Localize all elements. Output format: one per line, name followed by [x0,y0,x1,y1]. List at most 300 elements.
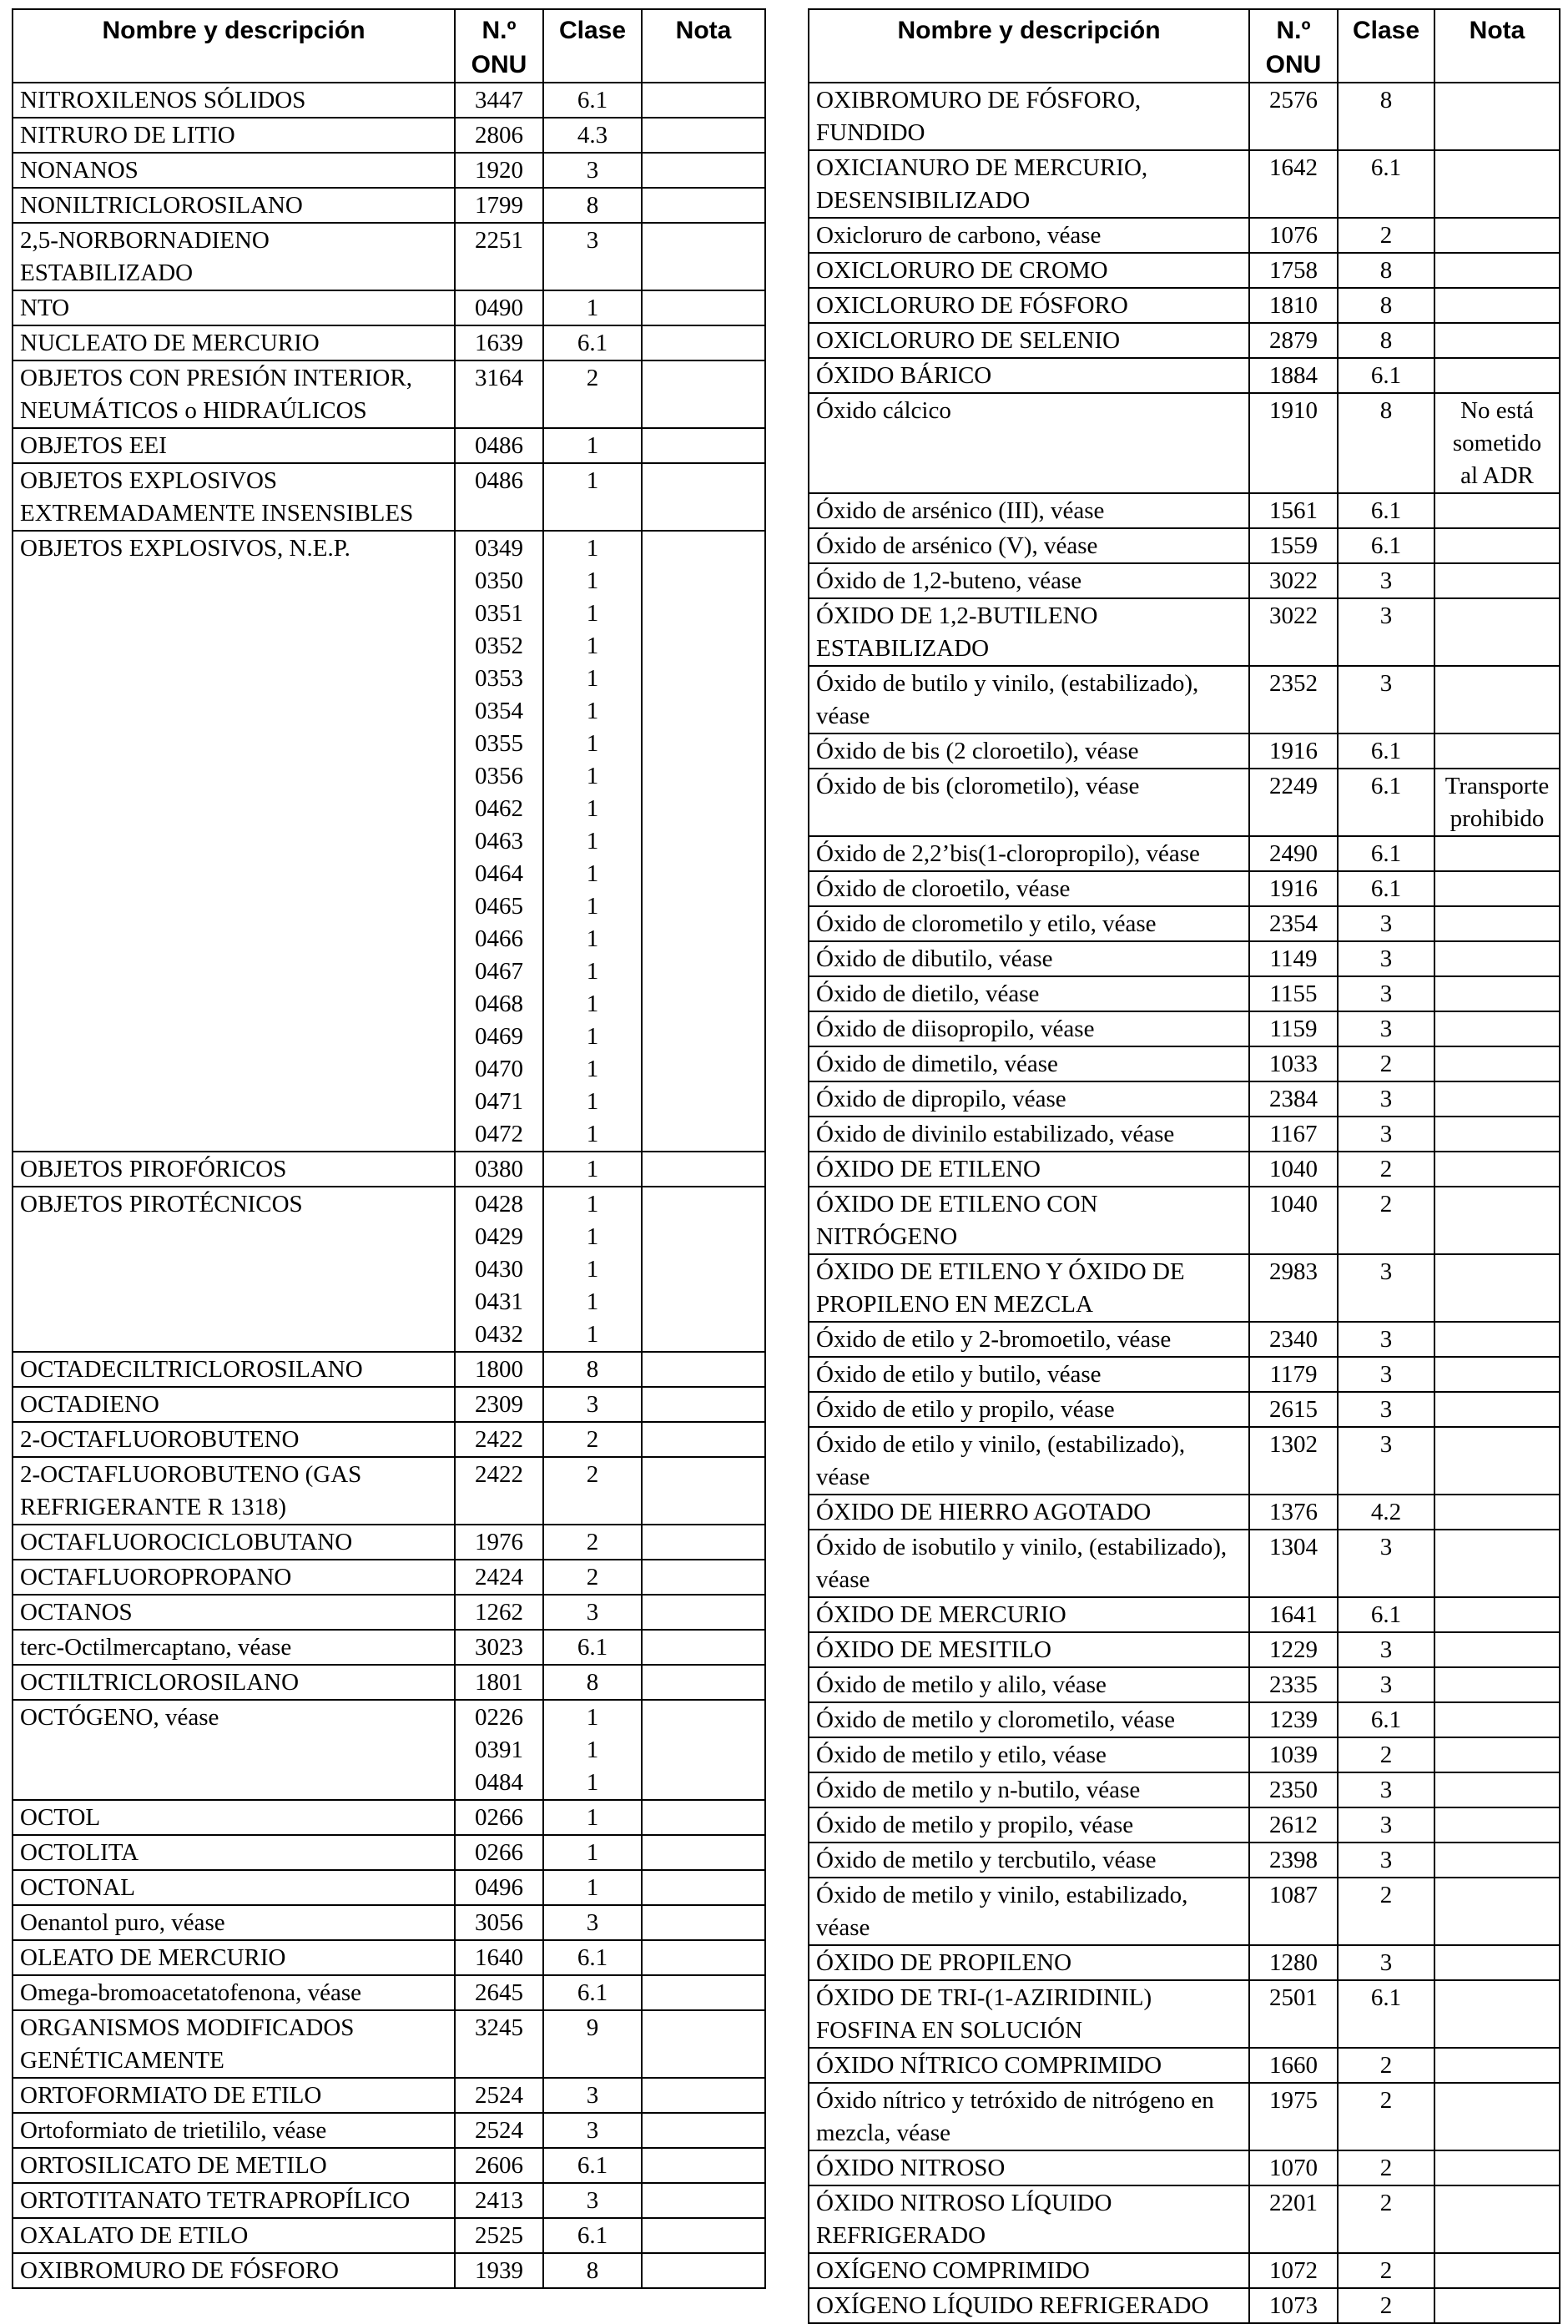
cell-clase [543,2148,642,2183]
clase-value: 3 [586,227,599,254]
cell-clase [1338,393,1434,493]
cell-name: ORTOSILICATO DE METILO [13,2148,455,2183]
clase-value: 8 [1379,397,1393,424]
cell-name: Óxido de divinilo estabilizado, véase [809,1117,1249,1152]
cell-name: ÓXIDO BÁRICO [809,358,1249,393]
clase-value: 1 [586,795,599,822]
table-row [809,733,1560,769]
cell-onu [1249,1702,1338,1737]
header-name: Nombre y descripción [809,9,1249,83]
onu-number: 1155 [1269,981,1318,1007]
cell-name: OCTANOS [13,1595,455,1630]
cell-name: OCTOLITA [13,1835,455,1870]
clase-value: 8 [586,1669,599,1696]
cell-clase [1338,1702,1434,1737]
onu-number: 1920 [475,157,523,184]
table-row [13,2010,765,2078]
clase-value: 1 [586,432,599,459]
cell-name: OXICLORURO DE SELENIO [809,323,1249,358]
cell-clase [1338,253,1434,288]
table-row [809,1878,1560,1945]
cell-nota [1434,1254,1560,1322]
table-row [13,188,765,223]
cell-clase [1338,1632,1434,1667]
cell-onu [1249,393,1338,493]
cell-clase [543,1975,642,2010]
cell-onu [455,1940,543,1975]
cell-name: OBJETOS PIROFÓRICOS [13,1152,455,1187]
table-row [13,2113,765,2148]
clase-value: 6.1 [577,2222,608,2249]
cell-nota [1434,1152,1560,1187]
onu-number: 1159 [1269,1016,1318,1042]
clase-value: 8 [586,1356,599,1383]
cell-nota [642,118,765,153]
onu-number: 2806 [475,122,523,149]
cell-onu [1249,1046,1338,1081]
cell-clase [543,463,642,531]
onu-number: 1801 [475,1669,523,1696]
clase-value: 3 [1379,1812,1393,1838]
clase-value: 3 [586,1391,599,1418]
cell-onu [1249,2185,1338,2253]
cell-name: OCTOL [13,1800,455,1835]
cell-nota [642,360,765,428]
cell-name: OBJETOS EXPLOSIVOS, N.E.P. [13,531,455,1152]
onu-number: 1660 [1269,2052,1318,2079]
cell-nota [642,2010,765,2078]
onu-number: 2354 [1269,910,1318,937]
table-row [13,1700,765,1800]
cell-nota [1434,1702,1560,1737]
cell-name: Óxido de metilo y propilo, véase [809,1807,1249,1843]
cell-clase [1338,1322,1434,1357]
table-row [809,1737,1560,1772]
onu-number: 1810 [1269,292,1318,319]
onu-number: 0352 [475,633,523,659]
cell-onu [455,1700,543,1800]
onu-number: 0355 [475,730,523,757]
onu-number: 1167 [1269,1121,1318,1147]
cell-onu [1249,1322,1338,1357]
onu-number: 1939 [475,2257,523,2284]
onu-number: 3023 [475,1634,523,1661]
onu-number: 2645 [475,1979,523,2006]
cell-onu [1249,1427,1338,1495]
cell-name: Óxido de 2,2’bis(1-cloropropilo), véase [809,836,1249,871]
clase-value: 2 [1379,2087,1393,2114]
header-clase: Clase [543,9,642,83]
cell-onu [1249,358,1338,393]
cell-onu [1249,83,1338,150]
onu-number: 0486 [475,432,523,459]
cell-clase [543,1525,642,1560]
clase-value: 1 [586,1288,599,1315]
onu-number: 0467 [475,958,523,985]
cell-name: Óxido de etilo y vinilo, (estabilizado), véase [809,1427,1249,1495]
cell-name: Óxido de arsénico (V), véase [809,528,1249,563]
cell-nota [1434,2083,1560,2150]
onu-number: 1073 [1269,2292,1318,2319]
onu-number: 2983 [1269,1258,1318,1285]
cell-clase [1338,666,1434,733]
onu-number: 0351 [475,600,523,627]
table-row [13,2148,765,2183]
cell-name: ÓXIDO NITROSO [809,2150,1249,2185]
cell-clase [1338,1807,1434,1843]
cell-onu [1249,1737,1338,1772]
cell-nota [1434,2150,1560,2185]
cell-clase [1338,1980,1434,2048]
table-row [13,1870,765,1905]
dangerous-goods-table-right [808,8,1560,2324]
onu-number: 2335 [1269,1671,1318,1698]
cell-clase [1338,1081,1434,1117]
cell-onu [455,188,543,223]
cell-onu [1249,528,1338,563]
table-row [809,393,1560,493]
table-row [809,1807,1560,1843]
clase-value: 2 [586,1564,599,1591]
table-row [809,1597,1560,1632]
cell-nota [1434,2048,1560,2083]
cell-name: ÓXIDO DE 1,2-BUTILENO ESTABILIZADO [809,598,1249,666]
cell-nota [1434,528,1560,563]
onu-number: 1087 [1269,1882,1318,1908]
cell-onu [1249,288,1338,323]
clase-value: 2 [1379,2052,1393,2079]
cell-clase [1338,836,1434,871]
cell-clase [543,118,642,153]
onu-number: 2606 [475,2152,523,2179]
table-row [13,1187,765,1352]
cell-nota [1434,1495,1560,1530]
cell-clase [1338,1772,1434,1807]
table-row [809,2185,1560,2253]
cell-clase [1338,598,1434,666]
cell-onu [455,1905,543,1940]
cell-onu [455,83,543,118]
cell-onu [1249,733,1338,769]
onu-number: 0431 [475,1288,523,1315]
cell-onu [1249,1667,1338,1702]
onu-number: 1916 [1269,738,1318,764]
table-row [13,118,765,153]
cell-onu [455,1665,543,1700]
cell-name: OBJETOS EEI [13,428,455,463]
cell-nota [1434,906,1560,941]
header-nota: Nota [642,9,765,83]
cell-nota [642,1187,765,1352]
clase-value: 1 [586,567,599,594]
cell-onu [1249,666,1338,733]
cell-name: OCTADECILTRICLOROSILANO [13,1352,455,1387]
table-row [13,1387,765,1422]
cell-onu [455,428,543,463]
cell-name: OCTAFLUOROCICLOBUTANO [13,1525,455,1560]
clase-value: 1 [586,1839,599,1866]
cell-name: Óxido de metilo y etilo, véase [809,1737,1249,1772]
onu-number: 0471 [475,1088,523,1115]
header-nota: Nota [1434,9,1560,83]
cell-clase [543,2253,642,2288]
cell-nota [1434,218,1560,253]
cell-clase [543,1560,642,1595]
cell-onu [1249,1980,1338,2048]
clase-value: 1 [586,763,599,789]
cell-name: Ortoformiato de trietililo, véase [13,2113,455,2148]
table-row [13,1800,765,1835]
cell-name: 2-OCTAFLUOROBUTENO [13,1422,455,1457]
onu-number: 1800 [475,1356,523,1383]
onu-number: 1070 [1269,2155,1318,2181]
onu-number: 2249 [1269,773,1318,799]
onu-number: 3164 [475,365,523,391]
cell-nota [1434,1667,1560,1702]
cell-nota [642,1352,765,1387]
cell-nota [1434,1530,1560,1597]
cell-onu [1249,598,1338,666]
cell-name: ÓXIDO DE HIERRO AGOTADO [809,1495,1249,1530]
onu-number: 1149 [1269,945,1318,972]
cell-nota [1434,1081,1560,1117]
cell-clase [1338,1843,1434,1878]
clase-value: 6.1 [577,1979,608,2006]
clase-value: 3 [1379,602,1393,629]
cell-onu [1249,906,1338,941]
cell-nota [1434,1878,1560,1945]
cell-clase [543,2113,642,2148]
cell-onu [1249,1081,1338,1117]
cell-onu [455,1525,543,1560]
clase-value: 1 [586,730,599,757]
clase-value: 1 [586,295,599,321]
cell-clase [543,325,642,360]
onu-number: 2615 [1269,1396,1318,1423]
onu-number: 2524 [475,2082,523,2109]
onu-number: 2340 [1269,1326,1318,1353]
cell-clase [543,531,642,1152]
table-row [13,1152,765,1187]
cell-clase [543,1422,642,1457]
table-row [809,563,1560,598]
cell-onu [1249,1945,1338,1980]
table-row [13,1940,765,1975]
cell-clase [543,1665,642,1700]
onu-number: 0465 [475,893,523,920]
cell-onu [455,118,543,153]
table-row [809,1254,1560,1322]
cell-nota [642,1595,765,1630]
clase-value: 1 [586,1223,599,1250]
onu-number: 2398 [1269,1847,1318,1873]
onu-number: 1758 [1269,257,1318,284]
onu-number: 1239 [1269,1706,1318,1733]
table-row [809,941,1560,976]
cell-name: ÓXIDO DE MESITILO [809,1632,1249,1667]
cell-name: 2-OCTAFLUOROBUTENO (GAS REFRIGERANTE R 1318) [13,1457,455,1525]
table-row [13,290,765,325]
cell-onu [1249,1357,1338,1392]
table-row [13,1457,765,1525]
table-row [13,360,765,428]
cell-nota [1434,1046,1560,1081]
header-clase: Clase [1338,9,1434,83]
onu-number: 0472 [475,1121,523,1147]
cell-nota [1434,2253,1560,2288]
cell-nota [1434,358,1560,393]
cell-nota [1434,836,1560,871]
cell-onu [455,1457,543,1525]
onu-number: 2251 [475,227,523,254]
clase-value: 3 [586,2082,599,2109]
clase-value: 3 [1379,981,1393,1007]
cell-nota [1434,1632,1560,1667]
cell-onu [1249,1117,1338,1152]
cell-clase [1338,1152,1434,1187]
cell-name: Óxido de cloroetilo, véase [809,871,1249,906]
cell-name: Oxicloruro de carbono, véase [809,218,1249,253]
onu-number: 1884 [1269,362,1318,389]
cell-name: ORTOFORMIATO DE ETILO [13,2078,455,2113]
cell-onu [1249,1772,1338,1807]
onu-number: 1975 [1269,2087,1318,2114]
onu-number: 1304 [1269,1534,1318,1560]
table-row [13,1905,765,1940]
onu-number: 0266 [475,1839,523,1866]
clase-value: 2 [586,1461,599,1488]
onu-number: 1799 [475,192,523,219]
cell-onu [1249,2253,1338,2288]
cell-onu [1249,1254,1338,1322]
header-name: Nombre y descripción [13,9,455,83]
clase-value: 3 [1379,1016,1393,1042]
table-row [13,1665,765,1700]
table-row [809,150,1560,218]
table-row [809,358,1560,393]
cell-onu [1249,1152,1338,1187]
cell-nota [1434,598,1560,666]
clase-value: 1 [586,665,599,692]
clase-value: 6.1 [1370,773,1402,799]
table-row [13,531,765,1152]
cell-onu [1249,1495,1338,1530]
cell-nota [1434,1187,1560,1254]
cell-clase [543,83,642,118]
header-onu: N.º ONU [1249,9,1338,83]
cell-name: Óxido de metilo y n-butilo, véase [809,1772,1249,1807]
header-onu: N.º ONU [455,9,543,83]
clase-value: 6.1 [577,87,608,113]
clase-value: 1 [586,1121,599,1147]
table-row [809,1187,1560,1254]
table-row [809,906,1560,941]
cell-nota [642,1905,765,1940]
cell-name: ORGANISMOS MODIFICADOS GENÉTICAMENTE [13,2010,455,2078]
cell-clase [1338,1737,1434,1772]
clase-value: 6.1 [1370,1706,1402,1733]
clase-value: 1 [586,991,599,1017]
table-row [809,1011,1560,1046]
onu-number: 2525 [475,2222,523,2249]
cell-name: Óxido de isobutilo y vinilo, (estabilizado), véase [809,1530,1249,1597]
cell-onu [455,1630,543,1665]
cell-clase [543,223,642,290]
cell-name: OXÍGENO COMPRIMIDO [809,2253,1249,2288]
clase-value: 3 [586,2187,599,2214]
cell-name: ÓXIDO NÍTRICO COMPRIMIDO [809,2048,1249,2083]
cell-onu [1249,1807,1338,1843]
cell-clase [543,1352,642,1387]
onu-number: 1639 [475,330,523,356]
table-row [13,223,765,290]
cell-onu [455,1560,543,1595]
clase-value: 2 [1379,2190,1393,2216]
cell-name: Óxido de clorometilo y etilo, véase [809,906,1249,941]
clase-value: 1 [586,1256,599,1283]
cell-name: ÓXIDO DE TRI-(1-AZIRIDINIL) FOSFINA EN SOLUCIÓN [809,1980,1249,2048]
onu-number: 2501 [1269,1984,1318,2011]
cell-nota [642,1560,765,1595]
cell-nota [642,463,765,531]
cell-clase [543,2010,642,2078]
cell-onu [1249,2083,1338,2150]
clase-value: 6.1 [577,1634,608,1661]
onu-number: 3447 [475,87,523,113]
cell-clase [1338,1046,1434,1081]
table-row [809,1152,1560,1187]
table-row [809,528,1560,563]
cell-nota: No está sometido al ADR [1434,393,1560,493]
cell-name: Óxido de etilo y propilo, véase [809,1392,1249,1427]
cell-onu [1249,1392,1338,1427]
cell-nota [1434,493,1560,528]
onu-number: 1642 [1269,154,1318,181]
cell-onu [1249,769,1338,836]
clase-value: 8 [1379,327,1393,354]
cell-onu [1249,1878,1338,1945]
cell-clase [543,2078,642,2113]
clase-value: 3 [1379,670,1393,697]
table-row [809,2253,1560,2288]
onu-number: 0353 [475,665,523,692]
cell-nota [1434,1772,1560,1807]
cell-clase [543,428,642,463]
cell-nota [642,1800,765,1835]
clase-value: 6.1 [1370,1601,1402,1628]
cell-clase [543,2183,642,2218]
cell-nota [642,290,765,325]
clase-value: 1 [586,1321,599,1348]
clase-value: 3 [1379,567,1393,594]
cell-onu [1249,2150,1338,2185]
table-row [809,1357,1560,1392]
clase-value: 3 [586,1599,599,1626]
cell-clase [1338,563,1434,598]
cell-clase [1338,2253,1434,2288]
cell-clase [1338,871,1434,906]
onu-number: 1916 [1269,875,1318,902]
cell-name: NUCLEATO DE MERCURIO [13,325,455,360]
onu-number: 0356 [475,763,523,789]
clase-value: 2 [586,1426,599,1453]
clase-value: 8 [1379,292,1393,319]
clase-value: 1 [586,1088,599,1115]
cell-nota [1434,871,1560,906]
cell-clase [1338,1254,1434,1322]
cell-clase [543,1940,642,1975]
cell-clase [543,1700,642,1800]
